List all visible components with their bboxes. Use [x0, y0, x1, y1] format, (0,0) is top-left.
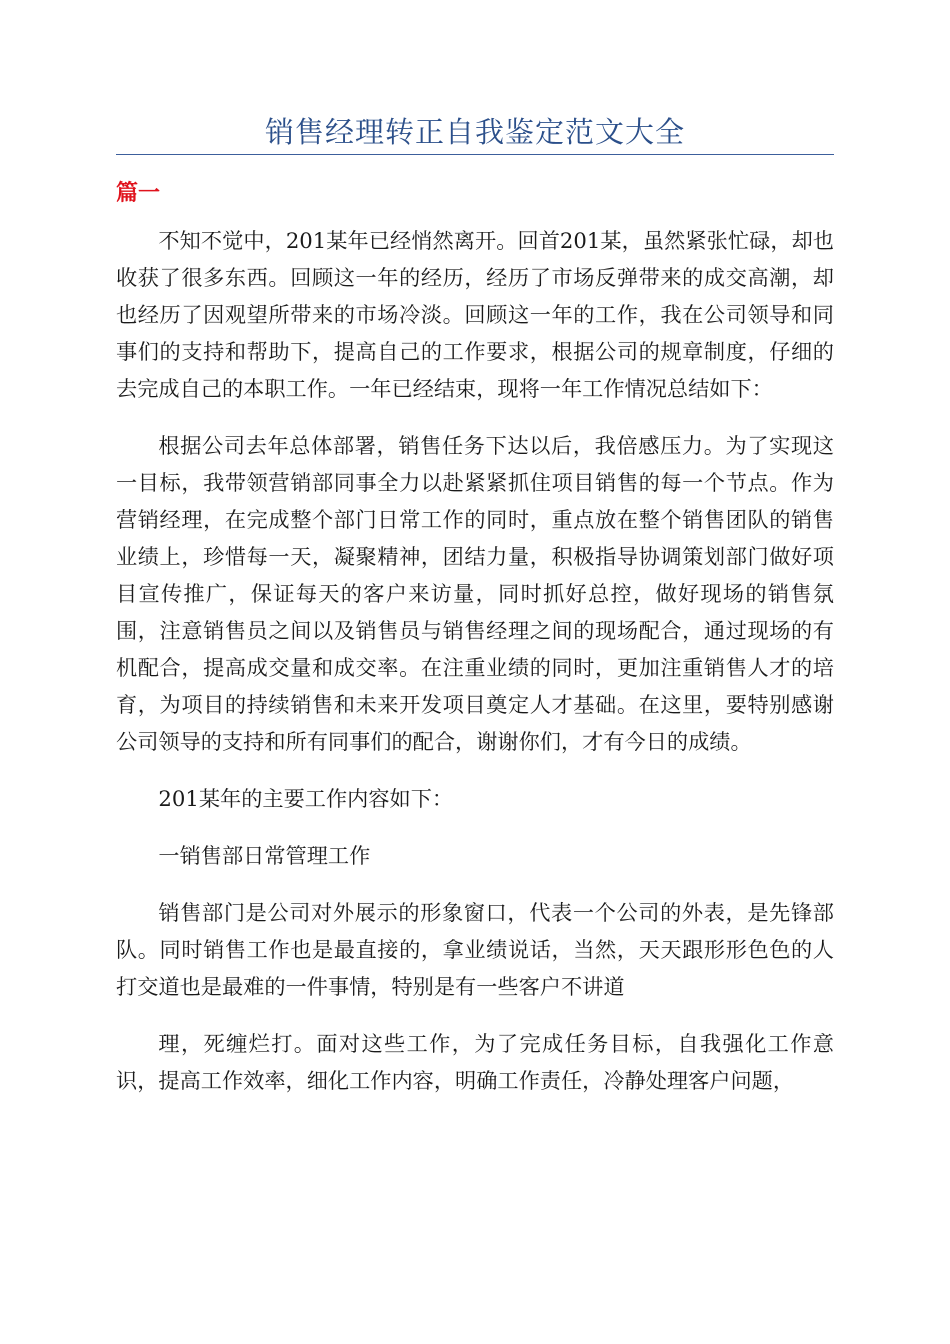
section-heading: 篇一 [116, 181, 161, 206]
paragraph-2: 根据公司去年总体部署，销售任务下达以后，我倍感压力。为了实现这一目标，我带领营销部同事全力以赴紧紧抓住项目销售的每一个节点。作为营销经理，在完成整个部门日常工作的同时，重点放在整个销售团队的销售业绩上，珍惜每一天，凝聚精神，团结力量，积极指导协调策划部门做好项目宣传推广，保证每天的客户来访量，同时抓好总控，做好现场的销售氛围，注意销售员之间以及销售员与销售经理之间的现场配合，通过现场的有机配合，提高成交量和成交率。在注重业绩的同时，更加注重销售人才的培育，为项目的持续销售和未来开发项目奠定人才基础。在这里，要特别感谢公司领导的支持和所有同事们的配合，谢谢你们，才有今日的成绩。 [116, 433, 834, 754]
document-title: 销售经理转正自我鉴定范文大全 [264, 115, 685, 149]
paragraph-5: 销售部门是公司对外展示的形象窗口，代表一个公司的外表，是先锋部队。同时销售工作也是最直接的，拿业绩说话，当然，天天跟形形色色的人打交道也是最难的一件事情，特别是有一些客户不讲道 [116, 900, 834, 999]
paragraph-3: 201某年的主要工作内容如下： [158, 786, 454, 811]
paragraph-1: 不知不觉中，201某年已经悄然离开。回首201某，虽然紧张忙碌，却也收获了很多东西。回顾这一年的经历，经历了市场反弹带来的成交高潮，却也经历了因观望所带来的市场冷淡。回顾这一年的工作，我在公司领导和同事们的支持和帮助下，提高自己的工作要求，根据公司的规章制度，仔细的去完成自己的本职工作。一年已经结束，现将一年工作情况总结如下： [116, 228, 834, 401]
paragraph-6: 理，死缠烂打。面对这些工作，为了完成任务目标，自我强化工作意识，提高工作效率，细化工作内容，明确工作责任，冷静处理客户问题， [116, 1031, 834, 1093]
document-body [116, 222, 834, 1119]
paragraph-4: 一销售部日常管理工作 [158, 843, 371, 868]
title-underline [116, 154, 834, 155]
